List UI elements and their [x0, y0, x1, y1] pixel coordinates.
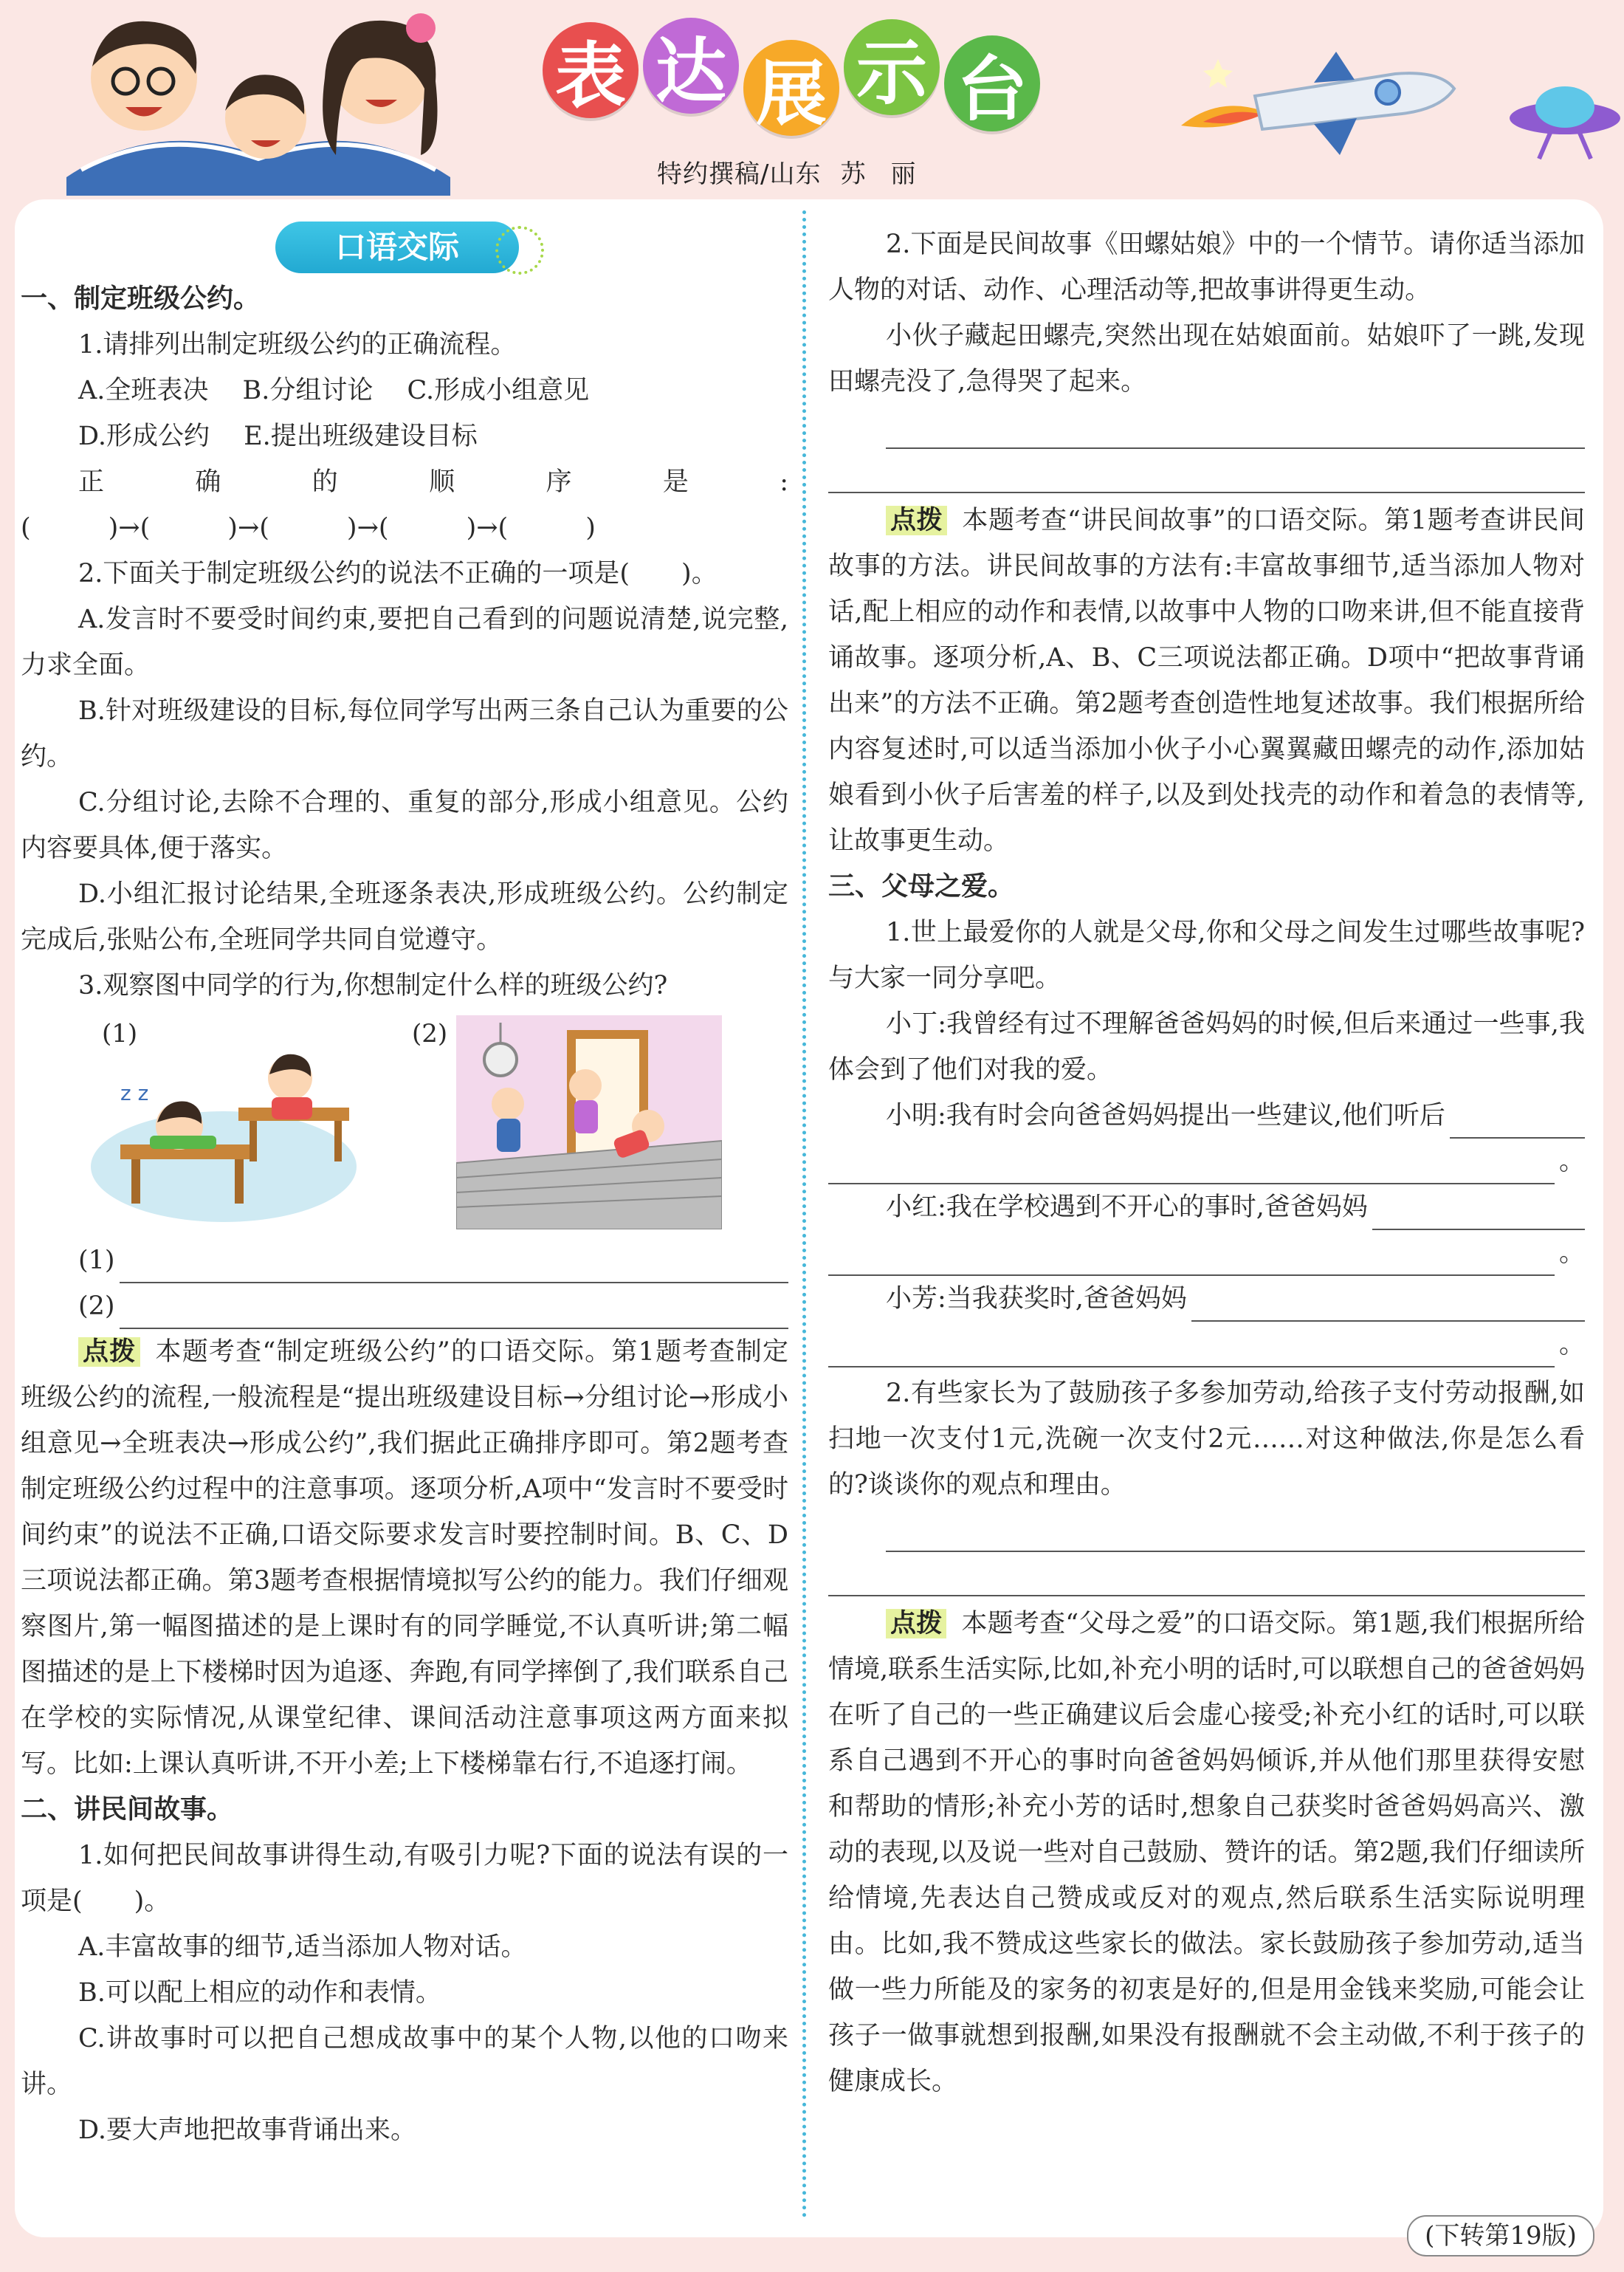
running-on-stairs-illustration: [456, 1015, 722, 1229]
s3-xiaoming-line: [828, 1093, 1585, 1139]
s3-xiaoming-line-2: [828, 1139, 1585, 1184]
tip-2-text: 本题考查“讲民间故事”的口语交际。第1题考查讲民间故事的方法。讲民间故事的方法有:丰富故事细节,适当添加人物对话,配上相应的动作和表情,以故事中人物的口吻来讲,但不能直接背诵故事。逐项分析,A、B、C三项说法都正确。D项中“把故事背诵出来”的方法不正确。第2题考查创造性地复述故事。我们根据所给内容复述时,可以适当添加小伙子小心翼翼藏田螺壳的动作,添加姑娘看到小伙子后害羞的样子,以及到处找壳的动作和着急的表情等,让故事更生动。: [828, 506, 1585, 856]
byline: [657, 154, 940, 190]
section-title: [543, 22, 1040, 136]
continued-on-page-note: (下转第19版): [1407, 2215, 1594, 2256]
s3-xiaoming-blank[interactable]: [1450, 1103, 1585, 1139]
s3-xiaofang-period: 。: [1558, 1330, 1585, 1359]
answer-line-1: [21, 1238, 788, 1283]
left-column: [21, 222, 788, 2153]
sleeping-in-class-illustration: [91, 1041, 371, 1226]
s1-q2-option-d: D.小组汇报讨论结果,全班逐条表决,形成班级公约。公约制定完成后,张贴公布,全班同学共同自觉遵守。: [21, 879, 788, 955]
s2-question-2: 2.下面是民间故事《田螺姑娘》中的一个情节。请你适当添加人物的对话、动作、心理活动等,把故事讲得更生动。: [828, 230, 1585, 305]
family-reading-illustration: [52, 7, 465, 196]
s3-xiaohong-blank[interactable]: [1372, 1195, 1585, 1230]
s3-xiaohong-line-2: [828, 1230, 1585, 1276]
s2-question-1: 1.如何把民间故事讲得生动,有吸引力呢?下面的说法有误的一项是( )。: [21, 1841, 788, 1916]
s3-xiaoming-prompt: 小明:我有时会向爸爸妈妈提出一些建议,他们听后: [886, 1101, 1445, 1130]
tip-1-label: 点拨: [78, 1337, 140, 1367]
s1-q1-options-row2: D.形成公约 E.提出班级建设目标: [78, 422, 478, 451]
s3-xiaofang-line-2: [828, 1322, 1585, 1367]
title-char-4: 示: [844, 19, 940, 115]
rocket-illustration: [1166, 44, 1476, 162]
byline-author: 苏丽: [840, 159, 941, 189]
answer-1-label: (1): [78, 1246, 115, 1275]
s3-xiaoming-period: 。: [1558, 1147, 1585, 1176]
s1-q1-order-blank: 正确的顺序是:( )→( )→( )→( )→( ): [21, 467, 788, 543]
s2-q1-option-a: A.丰富故事的细节,适当添加人物对话。: [78, 1932, 527, 1962]
behavior-pictures: [21, 1012, 788, 1233]
s3-xiaohong-prompt: 小红:我在学校遇到不开心的事时,爸爸妈妈: [886, 1192, 1368, 1222]
s3-xiaofang-blank[interactable]: [1191, 1286, 1585, 1322]
answer-2-blank[interactable]: [120, 1294, 788, 1329]
s2-q2-story-text: 小伙子藏起田螺壳,突然出现在姑娘面前。姑娘吓了一跳,发现田螺壳没了,急得哭了起来。: [828, 321, 1585, 397]
page-header: [0, 0, 1624, 199]
answer-line-2: [21, 1283, 788, 1329]
tip-3-label: 点拨: [886, 1609, 946, 1638]
tip-2-label: 点拨: [886, 506, 947, 535]
s3-xiaofang-prompt: 小芳:当我获奖时,爸爸妈妈: [886, 1284, 1187, 1314]
title-char-5: 台: [944, 35, 1040, 131]
s3-q2-answer-line-2[interactable]: [828, 1552, 1585, 1596]
s2-q1-option-d: D.要大声地把故事背诵出来。: [78, 2115, 416, 2145]
tip-1: [21, 1329, 788, 1787]
s1-q1-options-row1: A.全班表决 B.分组讨论 C.形成小组意见: [78, 376, 590, 405]
s3-question-1: 1.世上最爱你的人就是父母,你和父母之间发生过哪些故事呢?与大家一同分享吧。: [828, 918, 1585, 993]
title-char-3: 展: [743, 40, 839, 136]
section-3-title: 三、父母之爱。: [828, 871, 1015, 902]
s3-xiaofang-blank-2[interactable]: [828, 1332, 1555, 1367]
s1-question-3: 3.观察图中同学的行为,你想制定什么样的班级公约?: [78, 971, 668, 1001]
s3-xiaohong-blank-2[interactable]: [828, 1240, 1555, 1276]
title-char-2: 达: [643, 18, 739, 114]
tip-1-text: 本题考查“制定班级公约”的口语交际。第1题考查制定班级公约的流程,一般流程是“提出班级建设目标→分组讨论→形成小组意见→全班表决→形成公约”,我们据此正确排序即可。第2题考查制定班级公约过程中的注意事项。逐项分析,A项中“发言时不要受时间约束”的说法不正确,口语交际要求发言时要控制时间。B、C、D三项说法都正确。第3题考查根据情境拟写公约的能力。我们仔细观察图片,第一幅图描述的是上课时有的同学睡觉,不认真听讲;第二幅图描述的是上下楼梯时因为追逐、奔跑,有同学摔倒了,我们联系自己在学校的实际情况,从课堂纪律、课间活动注意事项这两方面来拟写。比如:上课认真听讲,不开小差;上下楼梯靠右行,不追逐打闹。: [21, 1337, 788, 1779]
picture-1-label: (1): [102, 1019, 138, 1049]
s2-q2-answer-line-1[interactable]: [886, 405, 1585, 449]
s1-question-1: 1.请排列出制定班级公约的正确流程。: [78, 330, 517, 360]
s1-q2-option-b: B.针对班级建设的目标,每位同学写出两三条自己认为重要的公约。: [21, 696, 788, 772]
s1-question-2: 2.下面关于制定班级公约的说法不正确的一项是( )。: [78, 559, 718, 588]
answer-1-blank[interactable]: [120, 1248, 788, 1283]
s2-q2-answer-line-2[interactable]: [828, 449, 1585, 493]
title-char-1: 表: [543, 22, 639, 118]
section-2-title: 二、讲民间故事。: [21, 1794, 234, 1825]
s1-q2-option-c: C.分组讨论,去除不合理的、重复的部分,形成小组意见。公约内容要具体,便于落实。: [21, 788, 788, 863]
section-1-title: 一、制定班级公约。: [21, 284, 261, 314]
s3-q2-answer-line-1[interactable]: [886, 1508, 1585, 1552]
s3-xiaohong-line: [828, 1184, 1585, 1230]
s3-xiaoding: 小丁:我曾经有过不理解爸爸妈妈的时候,但后来通过一些事,我体会到了他们对我的爱。: [828, 1009, 1585, 1085]
s3-xiaofang-line: [828, 1276, 1585, 1322]
answer-2-label: (2): [78, 1291, 115, 1321]
picture-2-label: (2): [412, 1019, 448, 1049]
s2-q1-option-c: C.讲故事时可以把自己想成故事中的某个人物,以他的口吻来讲。: [21, 2024, 788, 2099]
section-badge: 口语交际: [275, 222, 519, 273]
svg-text:z z: z z: [120, 1081, 149, 1105]
s3-question-2: 2.有些家长为了鼓励孩子多参加劳动,给孩子支付劳动报酬,如扫地一次支付1元,洗碗一次支付2元……对这种做法,你是怎么看的?谈谈你的观点和理由。: [828, 1379, 1585, 1500]
tip-2: [828, 498, 1585, 864]
ufo-illustration: [1506, 74, 1624, 162]
right-column: [828, 222, 1585, 2104]
byline-label: 特约撰稿/山东: [657, 159, 822, 189]
tip-3-text: 本题考查“父母之爱”的口语交际。第1题,我们根据所给情境,联系生活实际,比如,补充小明的话时,可以联想自己的爸爸妈妈在听了自己的一些正确建议后会虚心接受;补充小红的话时,可以联系自己遇到不开心的事时向爸爸妈妈倾诉,并从他们那里获得安慰和帮助的情形;补充小芳的话时,想象自己获奖时爸爸妈妈高兴、激动的表现,以及说一些对自己鼓励、赞许的话。第2题,我们仔细读所给情境,先表达自己赞成或反对的观点,然后联系生活实际说明理由。比如,我不赞成这些家长的做法。家长鼓励孩子参加劳动,适当做一些力所能及的家务的初衷是好的,但是用金钱来奖励,可能会让孩子一做事就想到报酬,如果没有报酬就不会主动做,不利于孩子的健康成长。: [828, 1609, 1585, 2096]
tip-3: [828, 1601, 1585, 2104]
s3-xiaoming-blank-2[interactable]: [828, 1149, 1555, 1184]
s1-q2-option-a: A.发言时不要受时间约束,要把自己看到的问题说清楚,说完整,力求全面。: [21, 605, 788, 680]
column-divider: [802, 210, 806, 2219]
s3-xiaohong-period: 。: [1558, 1238, 1585, 1268]
s2-q1-option-b: B.可以配上相应的动作和表情。: [78, 1978, 441, 2008]
